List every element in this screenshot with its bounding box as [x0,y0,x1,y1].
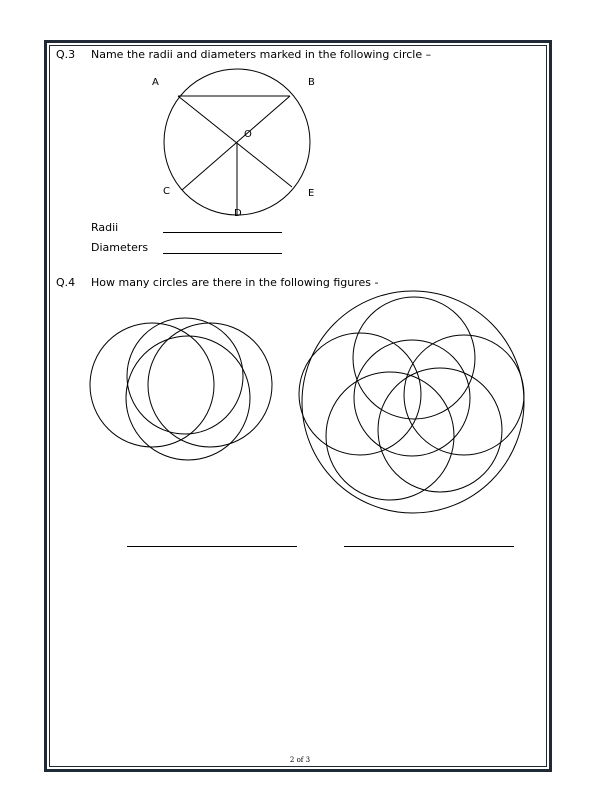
page-number: 2 of 3 [289,756,311,764]
question-4-number: Q.4 [56,276,76,289]
question-3-text: Name the radii and diameters marked in the following circle – [91,48,432,61]
point-d-label: D [234,208,242,219]
figure-2-circle [404,335,524,455]
figure-2-circle [378,368,502,492]
radii-label: Radii [91,221,119,234]
figure-2-circle [326,372,454,500]
figure-2-answer-blank[interactable] [344,546,514,547]
figure-2-circle [299,333,421,455]
point-e-label: E [308,188,315,199]
figure-1-answer-blank[interactable] [127,546,297,547]
point-b-label: B [308,77,315,88]
figure-2-circle [354,340,470,456]
point-a-label: A [152,77,159,88]
point-o-label: O [244,129,252,140]
question-4-text: How many circles are there in the following figures - [91,276,379,289]
diameters-label: Diameters [91,241,149,254]
point-c-label: C [163,186,170,197]
figure-2-circle [353,297,475,419]
question-3-number: Q.3 [56,48,76,61]
